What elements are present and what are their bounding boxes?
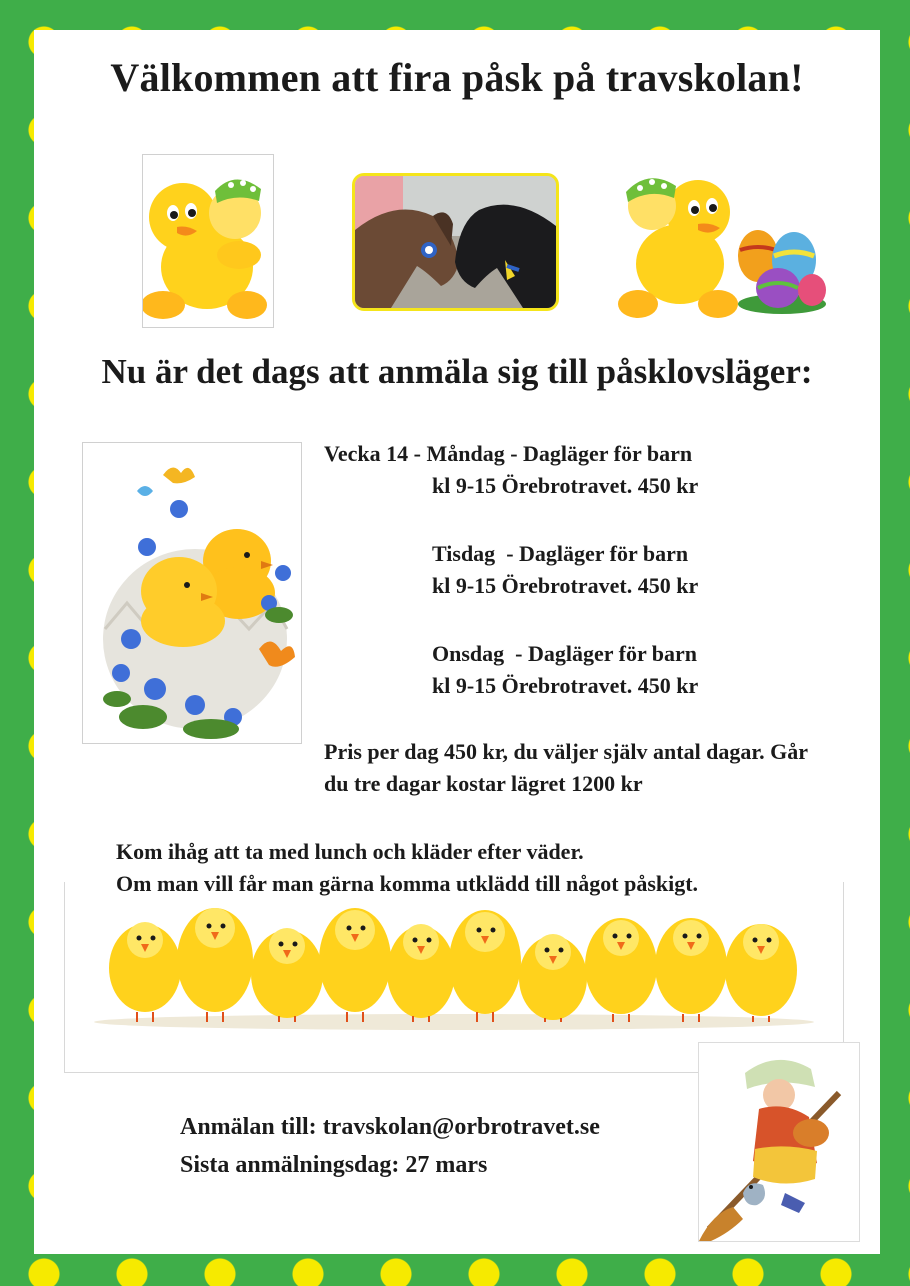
chicks-flowers-frame [82, 442, 302, 744]
schedule-day: Måndag [426, 441, 505, 466]
schedule-activity: - Dagläger för barn [495, 541, 689, 566]
schedule-tuesday-line [432, 538, 698, 570]
schedule-day: Onsdag [432, 641, 505, 666]
easter-chick-eggs-icon [618, 164, 828, 324]
reminder-line-2: Om man vill får man gärna komma utklädd till något påskigt. [116, 871, 699, 896]
schedule-activity: - Dagläger för barn [504, 441, 693, 466]
schedule-wednesday [432, 638, 698, 702]
section-subtitle: Nu är det dags att anmäla sig till påsklovsläger: [101, 352, 813, 391]
deadline-label: Sista anmälningsdag: [180, 1152, 406, 1178]
contact-deadline-line [180, 1146, 600, 1184]
pricing-line-1: Pris per dag 450 kr, du väljer själv antal dagar. Går [324, 739, 809, 764]
easter-witch-broom-icon [699, 1043, 859, 1241]
schedule-activity: - Dagläger för barn [504, 641, 698, 666]
witch-frame [698, 1042, 860, 1242]
contact-info [180, 1108, 600, 1184]
chicks-flowers-egg-icon [83, 443, 301, 743]
schedule-tuesday [432, 538, 698, 602]
schedule-monday-line [324, 438, 698, 470]
chick-left-frame [142, 154, 274, 328]
deadline-date: 27 mars [405, 1152, 488, 1178]
easter-chick-left-icon [143, 155, 273, 327]
schedule-tuesday-details: kl 9-15 Örebrotravet. 450 kr [432, 573, 699, 598]
two-horses-photo [355, 176, 556, 308]
schedule-monday-details: kl 9-15 Örebrotravet. 450 kr [432, 473, 699, 498]
pricing-line-2: du tre dagar kostar lägret 1200 kr [324, 771, 643, 796]
pricing-text [324, 736, 808, 800]
contact-label: Anmälan till: [180, 1114, 323, 1140]
schedule-monday [324, 438, 698, 502]
reminder-line-1: Kom ihåg att ta med lunch och kläder efter väder. [116, 839, 584, 864]
flyer-page [34, 30, 880, 1254]
schedule-wednesday-details: kl 9-15 Örebrotravet. 450 kr [432, 673, 699, 698]
horses-photo-frame [352, 173, 559, 311]
chick-right-frame [618, 164, 828, 324]
page-title: Välkommen att fira påsk på travskolan! [110, 55, 804, 100]
schedule-day: Tisdag [432, 541, 496, 566]
contact-email-line [180, 1108, 600, 1146]
contact-email: travskolan@orbrotravet.se [322, 1114, 600, 1140]
schedule-week: Vecka 14 - [324, 441, 427, 466]
schedule-wednesday-line [432, 638, 698, 670]
